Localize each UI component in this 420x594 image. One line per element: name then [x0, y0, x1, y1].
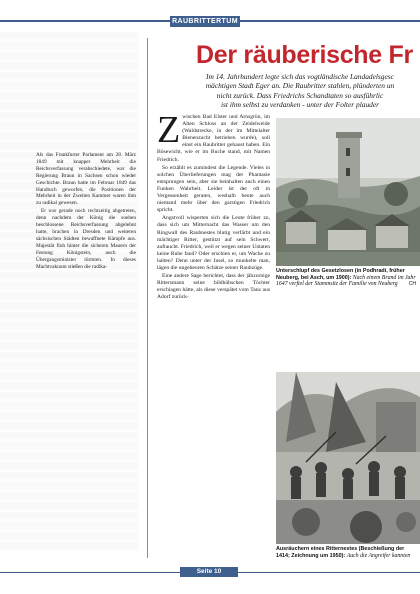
left-paragraph: Als das Frankfurter Parlament am 28. März 1849 mit knapper Mehrheit die Reichsverfassung verabschiedete, war die Regierung Braun in Sachsen schon wieder Geschichte. Braun hatte im Februar 1849 das Handtuch geworfen, die Positionen der Mehrheit in der Zweiten Kammer waren ihm zu radikal gewesen.: [36, 152, 136, 207]
caption-bold: Unterschlupf des Gesetzlosen (in Podhradí, früher Neuberg, bei Asch, um 1900):: [276, 268, 405, 281]
caption-bold: Ausräuchern eines Ritternestes (Beschießung der 1414; Zeichnung um 1950):: [276, 546, 405, 559]
lead-line: ist ihm selbst zu verdanken - unter der Folter plauder: [221, 100, 379, 110]
castle-photo: [276, 118, 420, 266]
caption-italic: Nach einem Brand im Jahr 1647 verfiel der Stammsitz der Familie von Neuberg: [276, 274, 416, 288]
section-label: RAUBRITTERTUM: [170, 16, 240, 27]
body-paragraph: Angstvoll wisperten sich die Leute früher zu, dass sich um Mitternacht das Wasser um den Ringwall des Raubnestes blutig verfärbt und ein mächtiger Ritter, gestützt auf sein Schwert, auftaucht. Friedrich, weil er wegen seiner Untaten keine Ruhe fand? Oder erschien er, um Wache zu halten? Denn unter der Insel, so munkelte man, lägen die ungeheuren Schätze seiner Raubzüge.: [157, 215, 270, 271]
siege-drawing: [276, 372, 420, 544]
photo-credit: CH: [408, 281, 416, 288]
caption-italic: Auch die Angreifer kannten: [346, 552, 411, 559]
article-title: Der räuberische Fr: [196, 41, 413, 69]
article-lead: [180, 72, 420, 110]
article-body: [157, 109, 270, 302]
left-faded-area: [0, 32, 138, 552]
photo-caption-top: [276, 268, 416, 288]
lead-line: Im 14. Jahrhundert legte sich das vogtländische Landadelsgesc: [206, 72, 394, 81]
page-number: Seite 10: [180, 567, 238, 577]
lead-line: mächtigen Stadt Eger an. Die Raubritter stahlen, plünderten un: [205, 81, 395, 91]
illustration-caption-bottom: [276, 546, 416, 559]
siege-illustration: [276, 372, 420, 544]
column-divider: [147, 38, 148, 558]
drop-cap: Z: [157, 109, 181, 151]
body-paragraph: wischen Bad Elster und Arnsgrün, im Alten Schloss an der Zeidelweide (Waldstrecke, in der im Mittelalter Bienenzucht betrieben wurde), soll einst ein Raubritter gehaust haben. Ein Bösewicht, wie er im Buche stand, mit Namen Friedrich.: [157, 114, 270, 163]
lead-line: nicht zurück. Dass Friedrichs Schandtaten so ausführlic: [216, 90, 384, 100]
castle-illustration: [276, 118, 420, 266]
left-paragraph: Er war gerade noch rechtzeitig abgetreten, denn nachdem der König die soeben beschlossene Reichsverfassung abgelehnt hatte, brachen in Dresden und weiteren sächsischen Städten bewaffnete Kämpfe aus. Majestät floh hinter die sicheren Mauern der Festung Königstein, auch die Übergangsminister türmten. In dieses Machtvakuum stießen die radika-: [36, 208, 136, 270]
body-paragraph: So erzählt es zumindest die Legende. Vieles in solchen Überlieferungen mag der Phantasie entsprungen sein, aber sie beinhalten auch einen Funken Wahrheit. Leider ist der oft in Vergessenheit geraten, weshalb heute auch niemand mehr über den garstigen Friedrich spricht.: [157, 164, 270, 214]
left-column-text: [36, 152, 136, 271]
body-paragraph: Eine andere Sage berichtet, dass der jähzornige Rittersmann seine bildhübschen Töchter erschlagen hätte, als diese verspätet vom Tanz aus Adorf zurück-: [157, 273, 270, 301]
